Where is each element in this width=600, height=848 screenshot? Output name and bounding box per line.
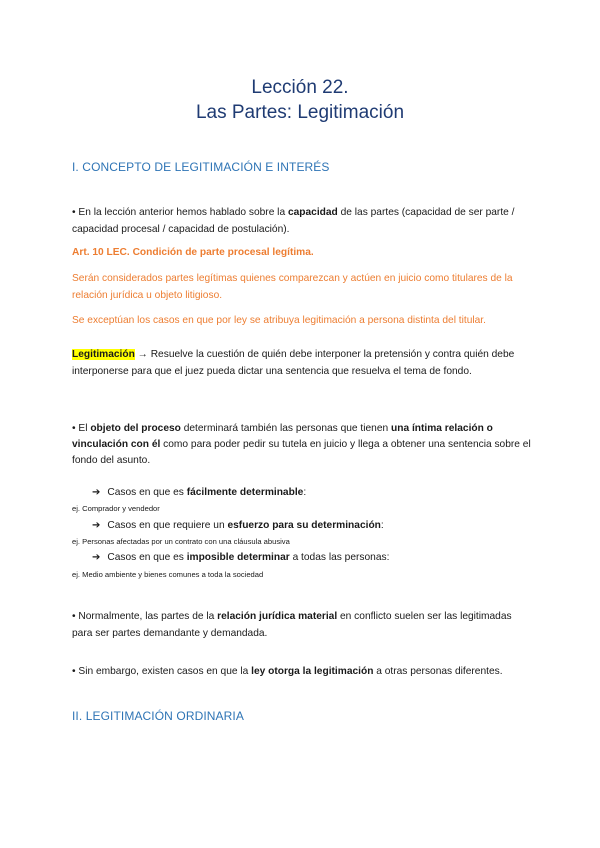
case-bold: esfuerzo para su determinación	[227, 520, 381, 531]
normalmente-text: Normalmente, las partes de la	[75, 611, 218, 622]
paragraph-objeto	[72, 421, 534, 469]
legitimacion-definition: Resuelve la cuestión de quién debe interponer la pretensión y contra quién debe interponerse para que el juez pueda dictar una sentencia que resuelva el tema de fondo.	[72, 349, 515, 377]
section-heading-ordinaria: II. LEGITIMACIÓN ORDINARIA	[72, 709, 244, 723]
paragraph-intro	[72, 204, 534, 238]
case-text-end: :	[380, 520, 384, 531]
case-text: Casos en que requiere un	[107, 520, 228, 531]
normalmente-text-end: en conflicto suelen ser las legitimadas para ser partes demandante y demandada.	[72, 611, 512, 639]
right-arrow-icon: ➔	[92, 552, 101, 563]
case-text: Casos en que es	[107, 552, 187, 563]
right-arrow-icon: ➔	[92, 487, 101, 498]
case-example-1: ej. Comprador y vendedor	[72, 504, 160, 513]
article-text-seran: Serán considerados partes legítimas quienes comparezcan y actúen en juicio como titulares de la relación jurídica u objeto litigioso.	[72, 273, 513, 301]
sin-embargo-bold: ley otorga la legitimación	[251, 666, 374, 677]
normalmente-bold: relación jurídica material	[217, 611, 338, 622]
case-item-1	[92, 486, 306, 500]
intro-text: En la lección anterior hemos hablado sobre la	[75, 207, 288, 218]
case-text-end: :	[303, 487, 307, 498]
bullet: •	[72, 611, 76, 622]
objeto-text: El	[75, 423, 91, 434]
bullet: •	[72, 666, 76, 677]
right-arrow-icon: ➔	[92, 520, 101, 531]
arrow-symbol: →	[134, 349, 151, 360]
bullet: •	[72, 207, 76, 218]
case-example-3: ej. Medio ambiente y bienes comunes a toda la sociedad	[72, 570, 264, 579]
intro-bold-capacidad: capacidad	[287, 207, 338, 218]
case-text: Casos en que es	[107, 487, 187, 498]
objeto-text-end: como para poder pedir su tutela en juicio y llega a obtener una sentencia sobre el fondo del asunto.	[72, 439, 531, 466]
lesson-title: Las Partes: Legitimación	[195, 102, 405, 123]
objeto-bold-1: objeto del proceso	[90, 423, 181, 434]
lesson-number: Lección 22.	[251, 77, 349, 98]
case-text-end: a todas las personas:	[289, 552, 390, 563]
case-bold: imposible determinar	[186, 552, 290, 563]
article-heading: Art. 10 LEC. Condición de parte procesal legítima.	[72, 247, 314, 258]
case-bold: fácilmente determinable	[186, 487, 304, 498]
objeto-bold-2: una íntima relación o vinculación con él	[72, 423, 493, 450]
highlighted-term-legitimacion: Legitimación	[72, 349, 135, 360]
paragraph-legitimacion	[72, 346, 534, 380]
intro-text-end: de las partes (capacidad de ser parte / capacidad procesal / capacidad de postulación).	[72, 207, 515, 235]
sin-embargo-text: Sin embargo, existen casos en que la	[75, 666, 252, 677]
paragraph-sin-embargo	[72, 663, 534, 680]
case-item-3	[92, 551, 389, 565]
article-text-exceptuan: Se exceptúan los casos en que por ley se atribuya legitimación a persona distinta del titular.	[72, 315, 486, 326]
objeto-text-mid: determinará también las personas que tienen	[180, 423, 391, 434]
paragraph-normalmente	[72, 608, 534, 642]
bullet: •	[72, 423, 76, 434]
case-item-2	[92, 519, 384, 533]
sin-embargo-text-end: a otras personas diferentes.	[373, 666, 503, 677]
section-heading-concepto: I. CONCEPTO DE LEGITIMACIÓN E INTERÉS	[72, 160, 330, 174]
case-example-2: ej. Personas afectadas por un contrato con una cláusula abusiva	[72, 537, 290, 546]
